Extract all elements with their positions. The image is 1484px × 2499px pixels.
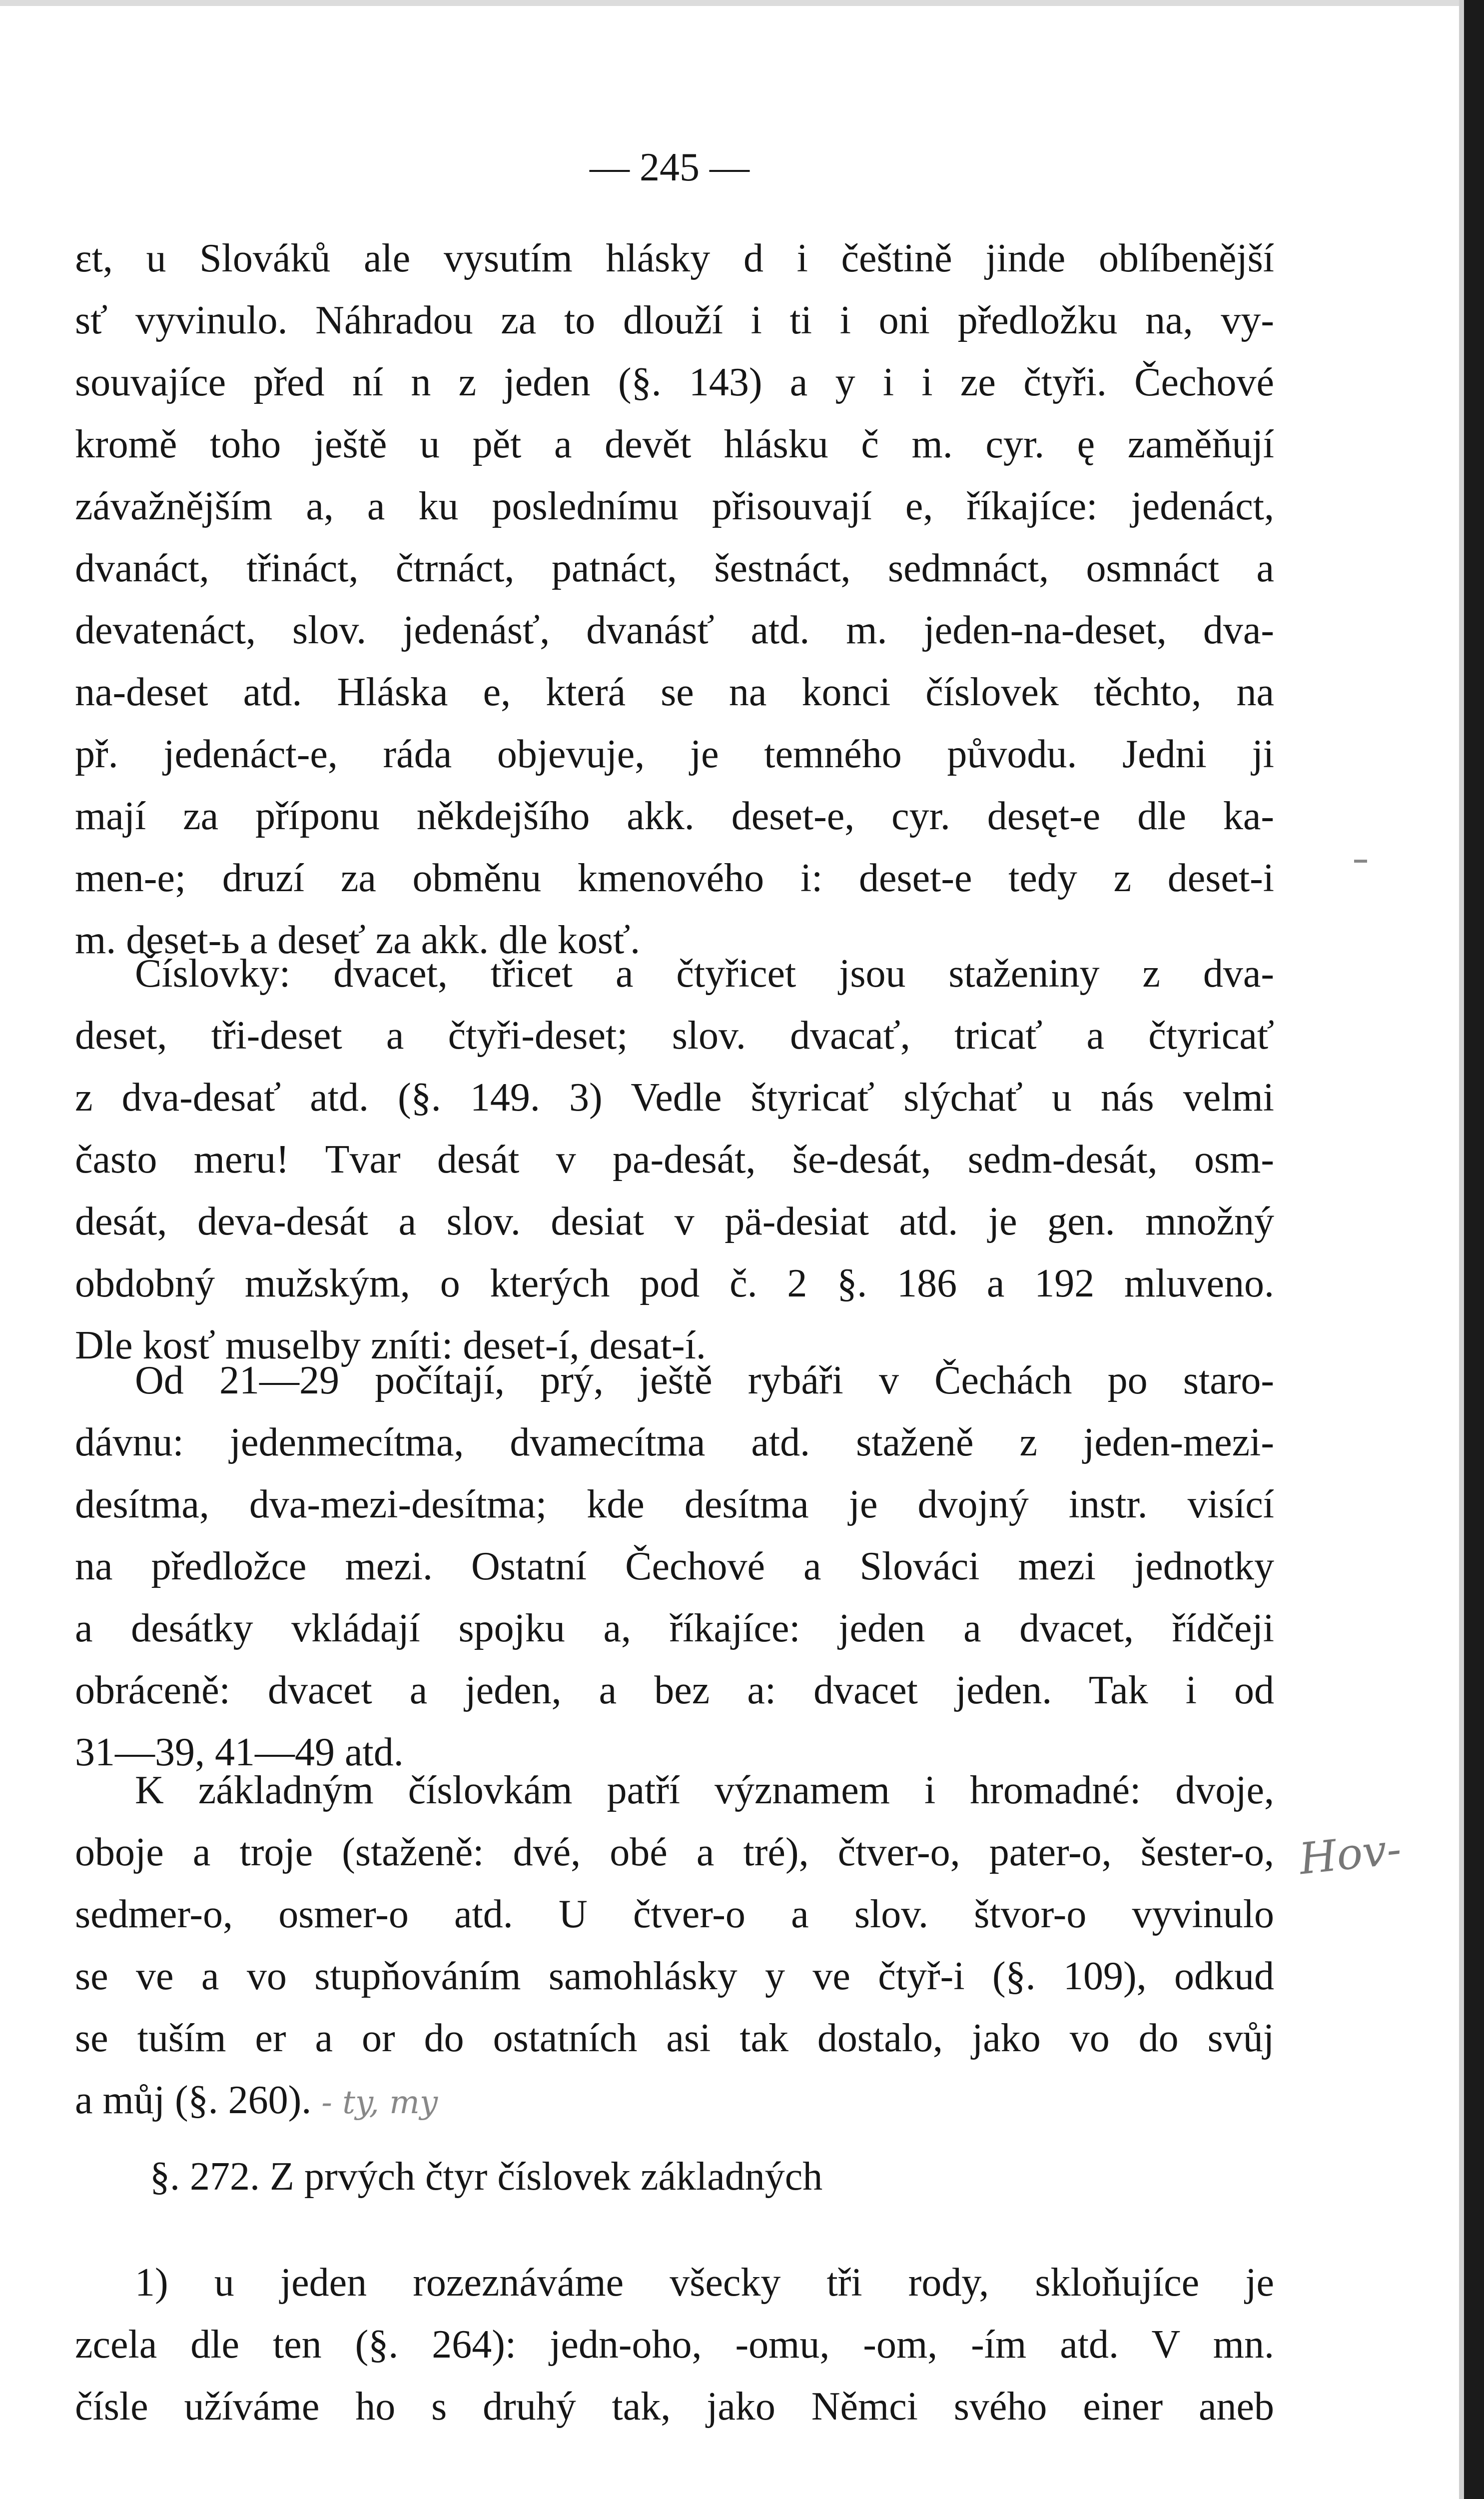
text-line: ɛt, u Slováků ale vysutím hlásky d i češtině jinde oblíbenější	[75, 236, 1274, 280]
paragraph-1	[75, 227, 1274, 971]
section-heading: §. 272. Z prvých čtyr číslovek základných	[150, 2155, 823, 2199]
text-line: desítma, dva-mezi-desítma; kde desítma je dvojný instr. visící	[75, 1482, 1274, 1526]
text-line: se ve a vo stupňováním samohlásky y ve čtyř-i (§. 109), odkud	[75, 1954, 1274, 1998]
text-line: sedmer-o, osmer-o atd. U čtver-o a slov. štvor-o vyvinulo	[75, 1892, 1274, 1936]
text-line: dávnu: jedenmecítma, dvamecítma atd. staženě z jeden-mezi-	[75, 1420, 1274, 1464]
text-line: obdobný mužským, o kterých pod č. 2 §. 186 a 192 mluveno.	[75, 1261, 1274, 1305]
text-line: mají za příponu někdejšího akk. deset-e, cyr. desęt-e dle ka-	[75, 794, 1274, 838]
paragraph-3	[75, 1349, 1274, 1783]
text-line: 1) u jeden rozeznáváme všecky tři rody, skloňujíce je	[135, 2261, 1274, 2305]
text-line: zcela dle ten (§. 264): jedn-oho, -omu, -om, -ím atd. V mn.	[75, 2323, 1274, 2367]
text-line: m. deset-ь a deseť za akk. dle kosť.	[75, 918, 641, 962]
text-line: závažnějším a, a ku poslednímu přisouvají e, říkajíce: jedenáct,	[75, 484, 1274, 528]
text-line: Dle kosť muselby zníti: deset-í, desat-í.	[75, 1323, 706, 1367]
text-line: men-e; druzí za obměnu kmenového i: deset-e tedy z deset-i	[75, 856, 1274, 900]
text-line: 31—39, 41—49 atd.	[75, 1730, 404, 1774]
text-fragment: a můj (§. 260).	[75, 2078, 312, 2122]
margin-handwritten-note: Hov-	[1297, 1824, 1404, 1885]
paragraph-2	[75, 943, 1274, 1376]
text-line: Od 21—29 počítají, prý, ještě rybáři v Čechách po staro-	[135, 1358, 1274, 1402]
page-number: — 245 —	[590, 145, 749, 189]
text-line: čísle užíváme ho s druhý tak, jako Němci svého einer aneb	[75, 2385, 1274, 2429]
text-line: se tuším er a or do ostatních asi tak dostalo, jako vo do svůj	[75, 2016, 1274, 2060]
text-line: sť vyvinulo. Náhradou za to dlouží i ti i oni předložku na, vy-	[75, 298, 1274, 342]
text-line: obráceně: dvacet a jeden, a bez a: dvacet jeden. Tak i od	[75, 1668, 1274, 1712]
text-line: z dva-desať atd. (§. 149. 3) Vedle štyricať slýchať u nás velmi	[75, 1076, 1274, 1120]
handwritten-annotation: - ty, my	[321, 2084, 438, 2121]
text-line: desát, deva-desát a slov. desiat v pä-desiat atd. je gen. množný	[75, 1200, 1274, 1244]
text-line: Číslovky: dvacet, třicet a čtyřicet jsou staženiny z dva-	[135, 952, 1274, 996]
binding-shadow	[1459, 0, 1464, 2499]
text-line: oboje a troje (staženě: dvé, obé a tré), čtver-o, pater-o, šester-o,	[75, 1830, 1274, 1874]
text-line: K základným číslovkám patří významem i hromadné: dvoje,	[135, 1768, 1274, 1812]
text-line: kromě toho ještě u pět a devět hlásku č m. cyr. ę zaměňují	[75, 422, 1274, 466]
text-line: a desátky vkládají spojku a, říkajíce: jeden a dvacet, řídčeji	[75, 1606, 1274, 1650]
text-line: deset, tři-deset a čtyři-deset; slov. dvacať, tricať a čtyricať	[75, 1014, 1274, 1058]
text-line: př. jedenáct-e, ráda objevuje, je temného původu. Jedni ji	[75, 732, 1274, 776]
margin-mark	[1354, 860, 1367, 863]
paragraph-4	[75, 1759, 1274, 2131]
text-line: na předložce mezi. Ostatní Čechové a Slováci mezi jednotky	[75, 1544, 1274, 1588]
text-line	[75, 2069, 1274, 2131]
text-line: na-deset atd. Hláska e, která se na konci číslovek těchto, na	[75, 670, 1274, 714]
text-line: souvajíce před ní n z jeden (§. 143) a y i i ze čtyři. Čechové	[75, 360, 1274, 404]
page-top-edge	[0, 0, 1464, 6]
text-line: devatenáct, slov. jedenásť, dvanásť atd. m. jeden-na-deset, dva-	[75, 608, 1274, 652]
paragraph-5	[75, 2252, 1274, 2438]
book-spine-edge	[1464, 0, 1484, 2499]
text-line: dvanáct, třináct, čtrnáct, patnáct, šestnáct, sedmnáct, osmnáct a	[75, 546, 1274, 590]
text-line: často meru! Tvar desát v pa-desát, še-desát, sedm-desát, osm-	[75, 1138, 1274, 1182]
